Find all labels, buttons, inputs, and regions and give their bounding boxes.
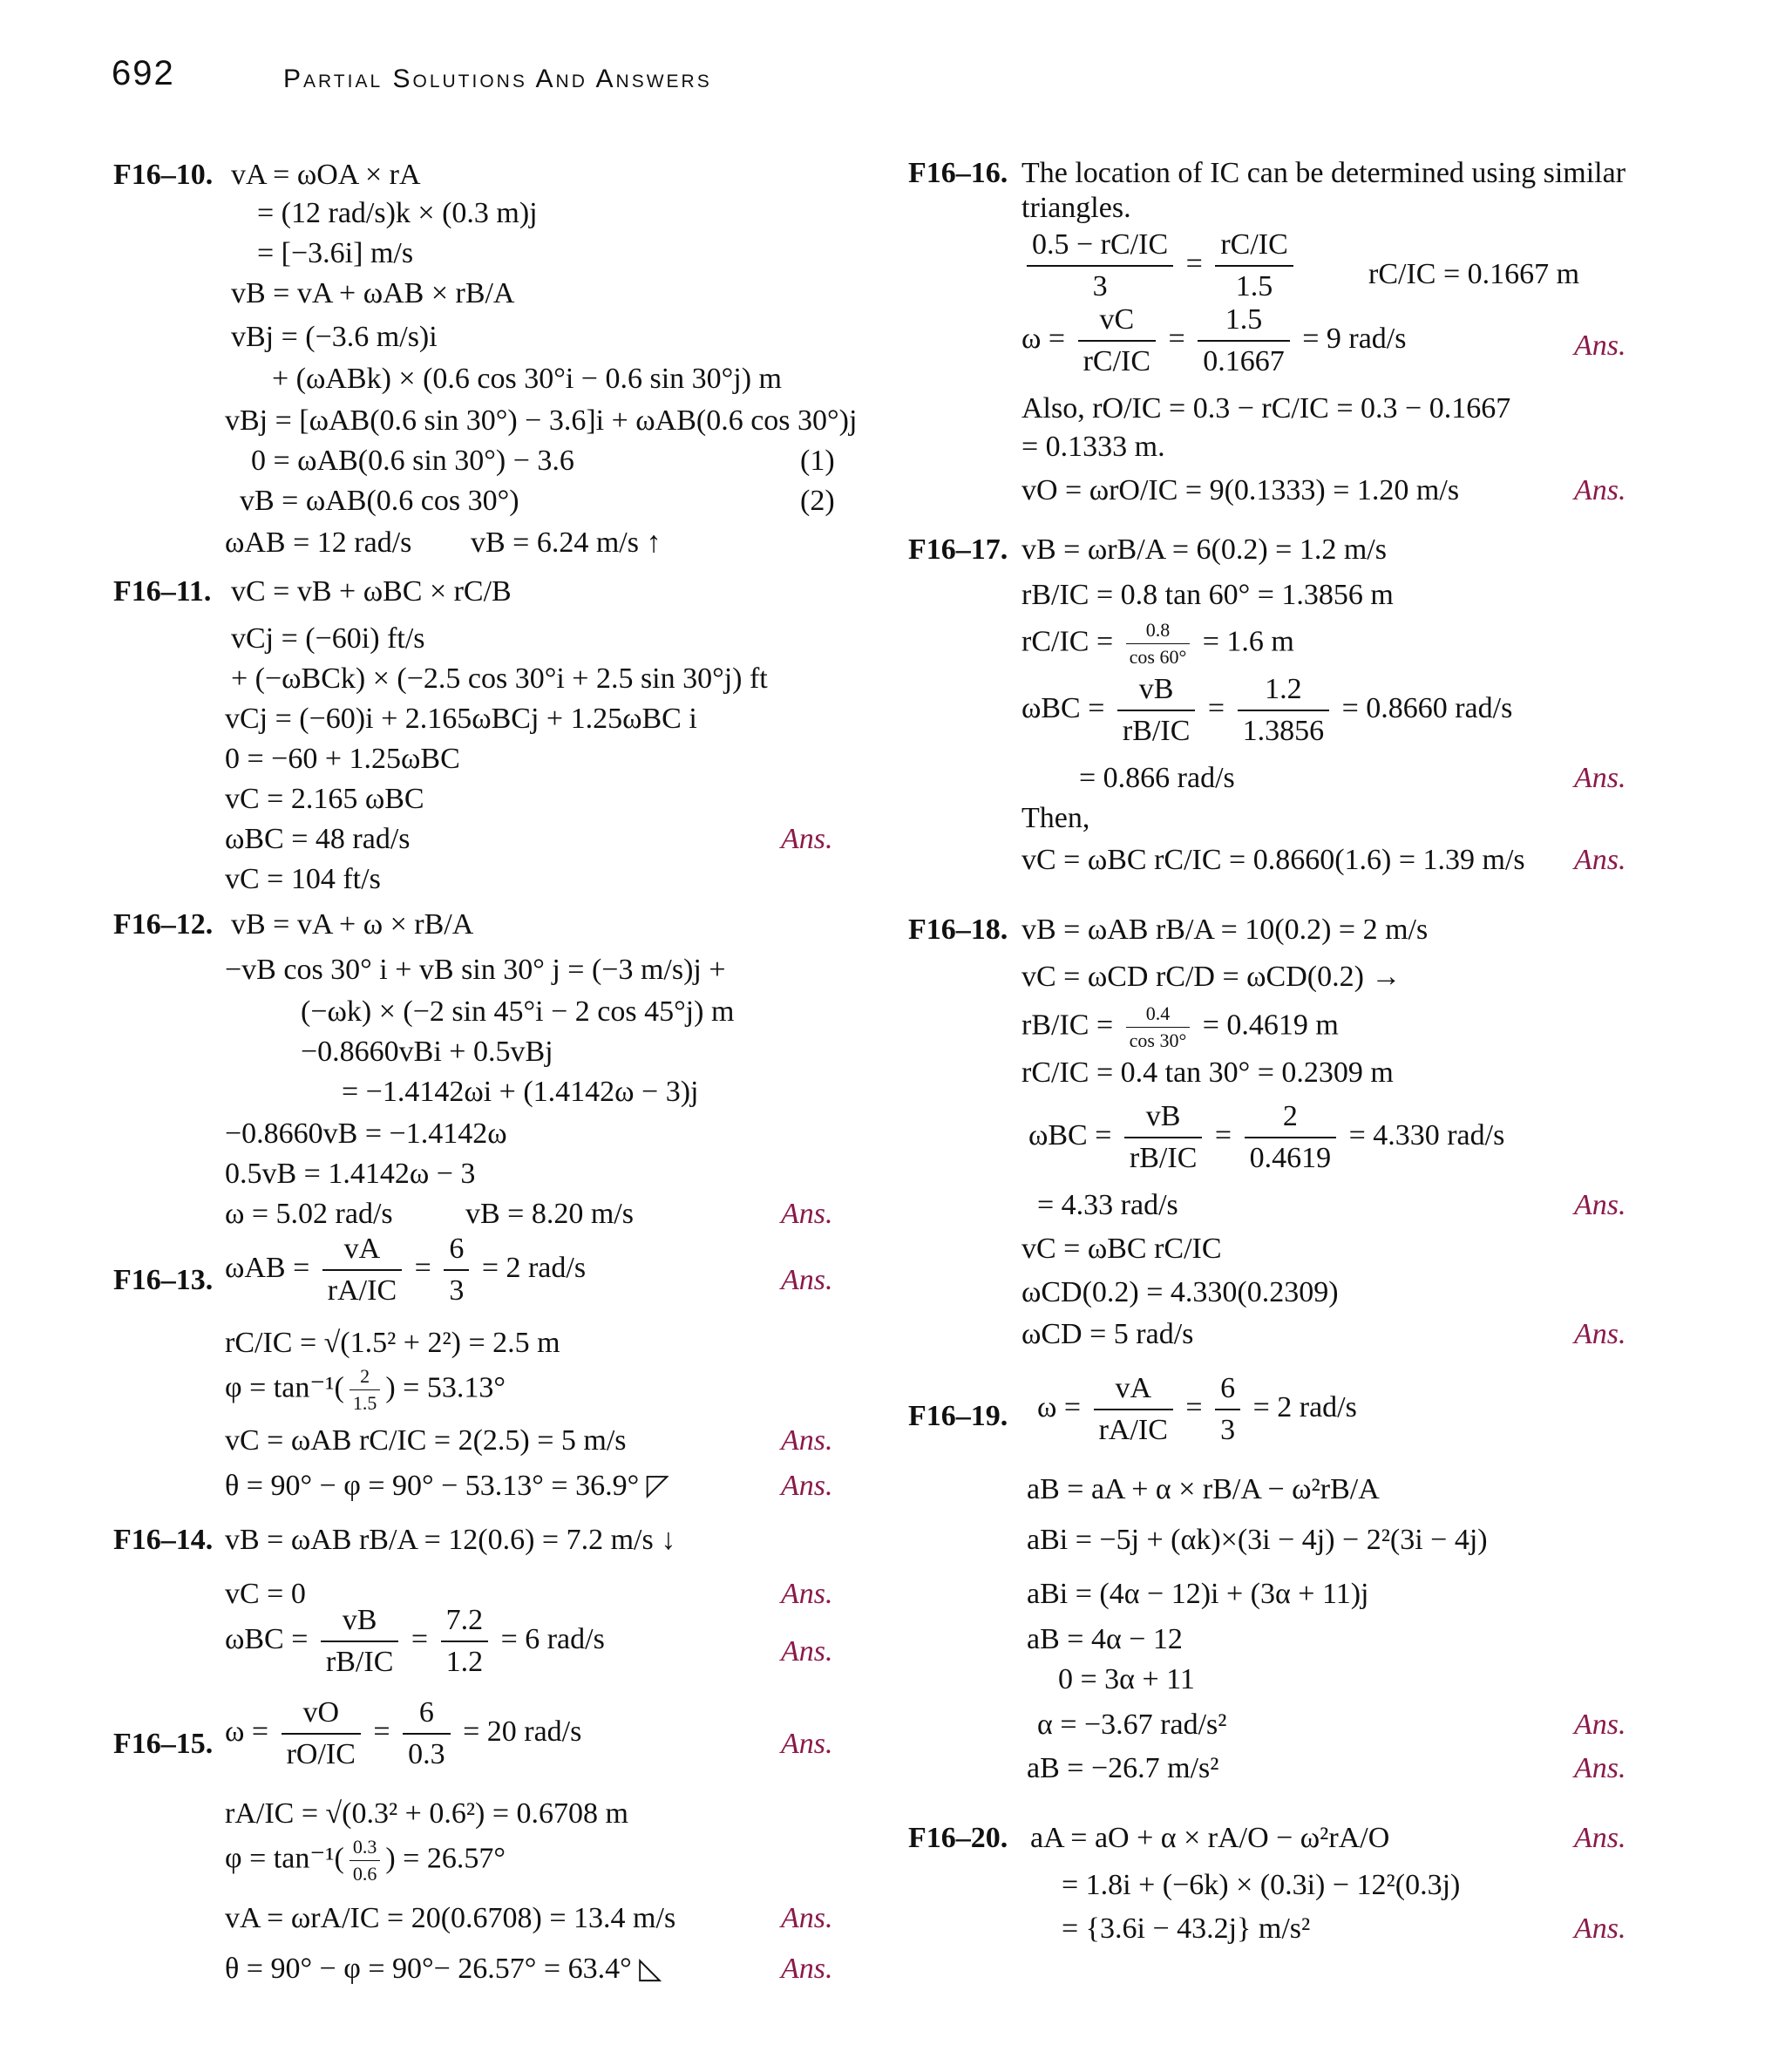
equation-line: rC/IC = √(1.5² + 2²) = 2.5 m <box>225 1327 560 1359</box>
fraction <box>1027 228 1173 303</box>
equation-result: = 2 rad/s <box>481 1251 587 1284</box>
equation-line: + (−ωBCk) × (−2.5 cos 30°i + 2.5 sin 30°j) ft <box>231 662 768 695</box>
numerator: 0.3 <box>350 1836 381 1861</box>
denominator: cos 30° <box>1129 1029 1187 1051</box>
numerator: 0.5 − rC/IC <box>1027 228 1173 267</box>
numerator: vA <box>1094 1372 1173 1410</box>
answer-marker: Ans. <box>781 1198 833 1230</box>
equation-result: = 0.4619 m <box>1202 1009 1339 1042</box>
fraction <box>444 1233 469 1308</box>
numerator: vB <box>321 1604 398 1642</box>
numerator: 1.5 <box>1198 303 1290 342</box>
fraction-equation: φ = tan⁻¹( $\frac{0.3}{0.6}$ ) = 26.57° <box>225 1836 506 1885</box>
answer-marker: Ans. <box>781 1264 833 1296</box>
problem-id-f16-14: F16–14. <box>113 1524 214 1556</box>
denominator: 3 <box>1220 1414 1236 1446</box>
denominator: 1.5 <box>352 1392 377 1414</box>
equation-line: rA/IC = √(0.3² + 0.6²) = 0.6708 m <box>225 1797 628 1830</box>
denominator: 0.1667 <box>1203 345 1285 377</box>
equation-line: vC = ωBC rC/IC <box>1021 1233 1222 1265</box>
equation-line: ωBC = 48 rad/s <box>225 823 411 855</box>
equation-line: = {3.6i − 43.2j} m/s² <box>1062 1912 1311 1945</box>
fraction <box>1215 1372 1240 1447</box>
answer-marker: Ans. <box>1574 1709 1626 1741</box>
answer-marker: Ans. <box>1574 1752 1626 1784</box>
equation-lhs: ωAB = <box>225 1251 310 1284</box>
equation-line: 0 = −60 + 1.25ωBC <box>225 743 460 775</box>
fraction <box>1117 673 1195 748</box>
problem-id-f16-16: F16–16. <box>908 157 1008 189</box>
fraction <box>350 1365 381 1415</box>
text-line: Then, <box>1021 802 1090 834</box>
equation-line: 0.5vB = 1.4142ω − 3 <box>225 1158 476 1190</box>
equation-line: ωCD = 5 rad/s <box>1021 1318 1194 1350</box>
fraction <box>350 1836 381 1885</box>
equation-lhs: ωBC = <box>1028 1118 1112 1151</box>
equation-line: vBj = [ωAB(0.6 sin 30°) − 3.6]i + ωAB(0.6 cos 30°)j <box>225 404 858 437</box>
answer-marker: Ans. <box>781 1470 833 1502</box>
equation-result: = 53.13° <box>403 1371 506 1404</box>
equation-line: vB = ωAB(0.6 cos 30°) <box>240 485 519 517</box>
running-head: Partial Solutions And Answers <box>283 65 712 93</box>
equation-line: = 0.1333 m. <box>1021 431 1165 463</box>
equation-lhs: ω = <box>225 1715 269 1748</box>
equation-result: = 6 rad/s <box>500 1622 605 1655</box>
problem-id-f16-17: F16–17. <box>908 533 1008 566</box>
numerator: 1.2 <box>1238 673 1330 711</box>
equation-line: vC = ωAB rC/IC = 2(2.5) = 5 m/s <box>225 1424 627 1457</box>
answer-marker: Ans. <box>1574 762 1626 794</box>
equation-line: aB = −26.7 m/s² <box>1027 1752 1219 1784</box>
denominator: 1.3856 <box>1242 715 1325 747</box>
equation-line: vC = 0 <box>225 1578 306 1610</box>
problem-id-f16-20: F16–20. <box>908 1822 1008 1854</box>
problem-id-f16-18: F16–18. <box>908 914 1008 946</box>
denominator: 1.5 <box>1235 270 1273 302</box>
equation-result: = 9 rad/s <box>1302 322 1407 355</box>
equation-result: = 26.57° <box>403 1842 506 1875</box>
denominator: cos 60° <box>1129 646 1187 668</box>
numerator: vB <box>1117 673 1195 711</box>
equation-line: −vB cos 30° i + vB sin 30° j = (−3 m/s)j + <box>225 954 726 986</box>
equation-line: 0 = ωAB(0.6 sin 30°) − 3.6 <box>251 445 574 477</box>
fraction <box>403 1696 451 1771</box>
fraction-equation: ωBC = $\frac{vB}{rB/IC}$ = $\frac{1.2}{1.3856}$ = 0.8660 rad/s <box>1021 673 1513 747</box>
answer-marker: Ans. <box>1574 1822 1626 1854</box>
text-line: triangles. <box>1021 192 1131 224</box>
equation-line: = 1.8i + (−6k) × (0.3i) − 12²(0.3j) <box>1062 1869 1461 1901</box>
equation-lhs: ωBC = <box>225 1622 309 1655</box>
denominator: rA/IC <box>327 1274 397 1307</box>
equation-result: = 1.6 m <box>1202 625 1294 658</box>
answer-marker: Ans. <box>781 1728 833 1760</box>
answer-marker: Ans. <box>1574 1912 1626 1945</box>
text-line: The location of IC can be determined using similar <box>1021 157 1626 189</box>
equation-line: vB = 8.20 m/s <box>465 1198 634 1230</box>
numerator: 2 <box>350 1365 381 1390</box>
equation-line: −0.8660vBi + 0.5vBj <box>301 1036 553 1068</box>
equation-lhs: ω = <box>1037 1390 1082 1423</box>
equation-line: θ = 90° − φ = 90°− 26.57° = 63.4° ◺ <box>225 1953 662 1985</box>
problem-id-f16-10: F16–10. <box>113 159 214 191</box>
denominator: rB/IC <box>1122 715 1191 747</box>
equation-line: = −1.4142ωi + (1.4142ω − 3)j <box>342 1076 699 1108</box>
equation-lhs: ω = <box>1021 322 1066 355</box>
equation-line: vC = 104 ft/s <box>225 863 381 895</box>
equation-line: vB = 6.24 m/s ↑ <box>471 526 662 559</box>
fraction-equation: ω = $\frac{vO}{rO/IC}$ = $\frac{6}{0.3}$ = 20 rad/s <box>225 1696 582 1770</box>
denominator: rO/IC <box>286 1738 356 1770</box>
equation-line: ω = 5.02 rad/s <box>225 1198 393 1230</box>
equation-line: vB = vA + ω × rB/A <box>231 908 474 941</box>
problem-id-f16-13: F16–13. <box>113 1264 214 1296</box>
equation-line: vA = ωOA × rA <box>231 159 421 191</box>
equation-line: 0 = 3α + 11 <box>1058 1663 1195 1695</box>
equation-lhs: φ = tan⁻¹ <box>225 1371 335 1404</box>
problem-id-f16-15: F16–15. <box>113 1728 214 1760</box>
numerator: rC/IC <box>1215 228 1293 267</box>
numerator: vA <box>322 1233 402 1271</box>
fraction <box>1238 673 1330 748</box>
equation-line: rC/IC = 0.4 tan 30° = 0.2309 m <box>1021 1056 1394 1089</box>
denominator: 0.4619 <box>1249 1142 1332 1174</box>
answer-marker: Ans. <box>781 1902 833 1934</box>
denominator: rC/IC <box>1083 345 1151 377</box>
fraction <box>1126 1002 1191 1052</box>
equation-lhs: rC/IC = <box>1021 625 1114 658</box>
numerator: vB <box>1124 1100 1202 1138</box>
page-number: 692 <box>112 54 175 92</box>
denominator: 0.6 <box>352 1863 377 1885</box>
equation-line: vC = ωBC rC/IC = 0.8660(1.6) = 1.39 m/s <box>1021 844 1525 876</box>
equation-lhs: rB/IC = <box>1021 1009 1114 1042</box>
equation-line: = 4.33 rad/s <box>1037 1189 1178 1221</box>
equation-line: aB = 4α − 12 <box>1027 1623 1183 1655</box>
equation-line: vC = ωCD rC/D = ωCD(0.2) → <box>1021 961 1402 993</box>
problem-id-f16-19: F16–19. <box>908 1400 1008 1432</box>
page-header <box>0 54 1785 106</box>
equation-line: vB = ωrB/A = 6(0.2) = 1.2 m/s <box>1021 533 1387 566</box>
fraction-equation: ωBC = $\frac{vB}{rB/IC}$ = $\frac{7.2}{1.2}$ = 6 rad/s <box>225 1604 605 1678</box>
problem-id-f16-11: F16–11. <box>113 575 212 608</box>
fraction <box>1094 1372 1173 1447</box>
equation-line: vCj = (−60)i + 2.165ωBCj + 1.25ωBC i <box>225 703 697 735</box>
fraction-equation: ω = $\frac{vC}{rC/IC}$ = $\frac{1.5}{0.1667}$ = 9 rad/s <box>1021 303 1407 377</box>
equation-line: vC = 2.165 ωBC <box>225 783 424 815</box>
equation-line: aB = aA + α × rB/A − ω²rB/A <box>1027 1473 1380 1505</box>
numerator: 0.8 <box>1126 619 1191 644</box>
fraction-equation: ωBC = $\frac{vB}{rB/IC}$ = $\frac{2}{0.4619}$ = 4.330 rad/s <box>1028 1100 1505 1174</box>
fraction <box>1126 619 1191 669</box>
equation-line: = 0.866 rad/s <box>1079 762 1235 794</box>
fraction <box>1124 1100 1202 1175</box>
equation-line: Also, rO/IC = 0.3 − rC/IC = 0.3 − 0.1667 <box>1021 392 1511 425</box>
equation-line: ωAB = 12 rad/s <box>225 526 412 559</box>
answer-marker: Ans. <box>1574 1318 1626 1350</box>
answer-marker: Ans. <box>1574 844 1626 876</box>
equation-line: = (12 rad/s)k × (0.3 m)j <box>257 197 538 229</box>
fraction <box>1245 1100 1337 1175</box>
equation-line: rB/IC = 0.8 tan 60° = 1.3856 m <box>1021 579 1394 611</box>
fraction-equation <box>1021 1002 1339 1052</box>
equation-line: vO = ωrO/IC = 9(0.1333) = 1.20 m/s <box>1021 474 1460 506</box>
fraction <box>322 1233 402 1308</box>
equation-lhs: ωBC = <box>1021 691 1105 724</box>
equation-line: vA = ωrA/IC = 20(0.6708) = 13.4 m/s <box>225 1902 676 1934</box>
fraction <box>1198 303 1290 378</box>
equation-line: rC/IC = 0.1667 m <box>1368 258 1580 290</box>
equation-line: = [−3.6i] m/s <box>257 237 414 269</box>
equation-number: (1) <box>800 445 835 477</box>
fraction-equation <box>1021 619 1294 669</box>
numerator: vO <box>282 1696 361 1735</box>
answer-marker: Ans. <box>1574 329 1626 362</box>
equation-line: aBi = (4α − 12)i + (3α + 11)j <box>1027 1578 1369 1610</box>
fraction-equation: φ = tan⁻¹( $\frac{2}{1.5}$ ) = 53.13° <box>225 1365 506 1414</box>
answer-marker: Ans. <box>781 1953 833 1985</box>
answer-marker: Ans. <box>781 1578 833 1610</box>
equation-lhs: φ = tan⁻¹ <box>225 1842 335 1875</box>
equation-line: vB = ωAB rB/A = 10(0.2) = 2 m/s <box>1021 914 1429 946</box>
answer-marker: Ans. <box>1574 1189 1626 1221</box>
fraction <box>1078 303 1156 378</box>
fraction-equation: ω = $\frac{vA}{rA/IC}$ = $\frac{6}{3}$ = 2 rad/s <box>1037 1372 1357 1446</box>
equation-line: (−ωk) × (−2 sin 45°i − 2 cos 45°j) m <box>301 995 735 1028</box>
equation-number: (2) <box>800 485 835 517</box>
numerator: vC <box>1078 303 1156 342</box>
equation-line: vB = ωAB rB/A = 12(0.6) = 7.2 m/s ↓ <box>225 1524 676 1556</box>
answer-marker: Ans. <box>781 1424 833 1457</box>
equation-line: vBj = (−3.6 m/s)i <box>231 321 438 353</box>
equation-result: = 0.8660 rad/s <box>1341 691 1513 724</box>
equation-line: −0.8660vB = −1.4142ω <box>225 1118 507 1150</box>
equation-result: = 4.330 rad/s <box>1348 1118 1505 1151</box>
fraction <box>282 1696 361 1771</box>
problem-id-f16-12: F16–12. <box>113 908 214 941</box>
answer-marker: Ans. <box>781 1635 833 1668</box>
denominator: rA/IC <box>1098 1414 1168 1446</box>
equation-result: = 20 rad/s <box>463 1715 582 1748</box>
equation-line: vCj = (−60i) ft/s <box>231 622 425 655</box>
fraction <box>1215 228 1293 303</box>
fraction <box>441 1604 489 1679</box>
equation-line: α = −3.67 rad/s² <box>1037 1709 1227 1741</box>
numerator: 7.2 <box>441 1604 489 1642</box>
equation-line: vC = vB + ωBC × rC/B <box>231 575 512 608</box>
equation-line: aA = aO + α × rA/O − ω²rA/O <box>1030 1822 1390 1854</box>
answer-marker: Ans. <box>1574 474 1626 506</box>
equation-line: aBi = −5j + (αk)×(3i − 4j) − 2²(3i − 4j) <box>1027 1524 1488 1556</box>
denominator: 0.3 <box>408 1738 445 1770</box>
equation-line: θ = 90° − φ = 90° − 53.13° = 36.9° ◸ <box>225 1470 669 1502</box>
equation-result: = 2 rad/s <box>1252 1390 1357 1423</box>
numerator: 6 <box>403 1696 451 1735</box>
equation-line: ωCD(0.2) = 4.330(0.2309) <box>1021 1276 1339 1308</box>
denominator: 3 <box>1092 270 1108 302</box>
fraction-equation: ωAB = $\frac{vA}{rA/IC}$ = $\frac{6}{3}$ = 2 rad/s <box>225 1233 587 1307</box>
fraction <box>321 1604 398 1679</box>
equation-line: vB = vA + ωAB × rB/A <box>231 277 515 309</box>
numerator: 2 <box>1245 1100 1337 1138</box>
answer-marker: Ans. <box>781 823 833 855</box>
numerator: 6 <box>444 1233 469 1271</box>
equation-line: + (ωABk) × (0.6 cos 30°i − 0.6 sin 30°j) m <box>272 363 782 395</box>
denominator: rB/IC <box>1129 1142 1198 1174</box>
numerator: 0.4 <box>1126 1002 1191 1028</box>
denominator: 3 <box>449 1274 465 1307</box>
denominator: 1.2 <box>445 1646 484 1678</box>
fraction-equation: $\frac{0.5 - rC/IC}{3}$ = $\frac{rC/IC}{1.5}$ <box>1021 228 1299 303</box>
denominator: rB/IC <box>325 1646 394 1678</box>
numerator: 6 <box>1215 1372 1240 1410</box>
